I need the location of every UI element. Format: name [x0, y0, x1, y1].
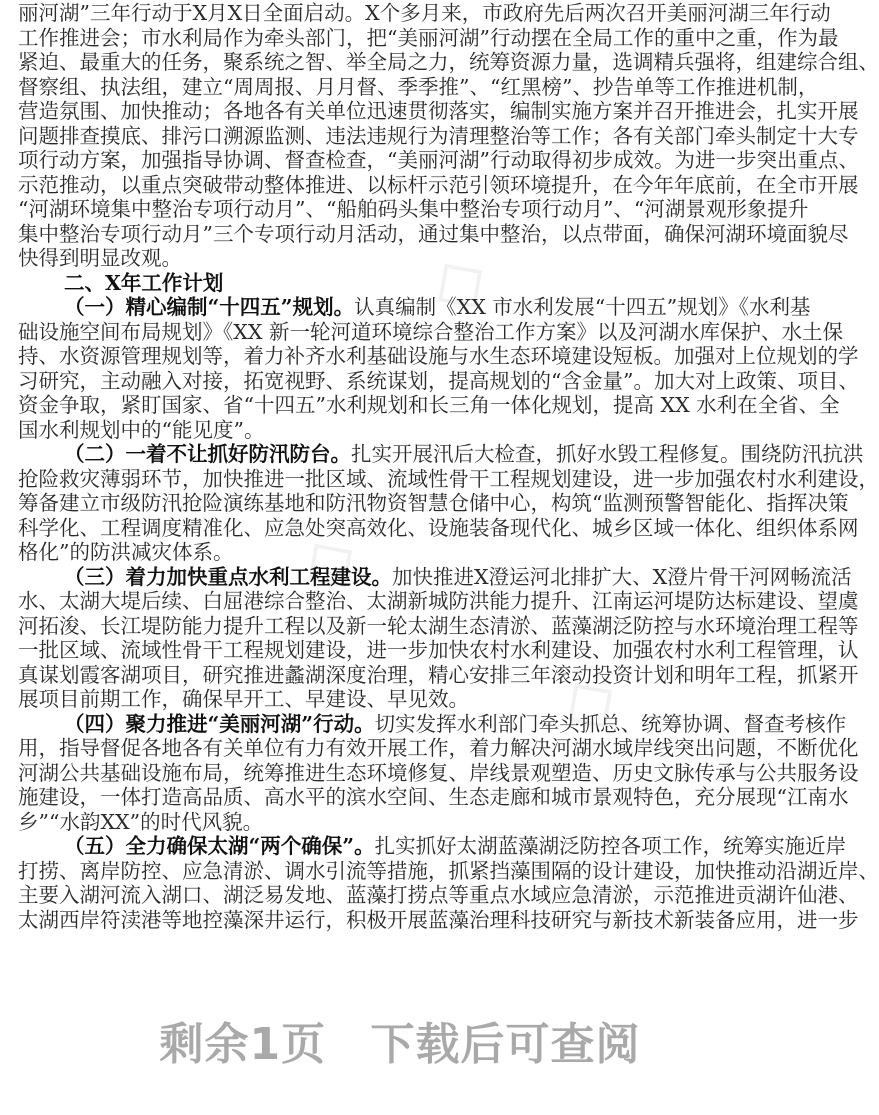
- section-heading: 二、X年工作计划: [64, 270, 224, 295]
- paragraph-line: 筹备建立市级防汛抢险演练基地和防汛物资智慧仓储中心，构筑“监测预警智能化、指挥决策: [18, 491, 849, 515]
- paragraph-line: 格化”的防洪减灾体系。: [18, 540, 234, 564]
- paragraph-line: 水、太湖大堤后续、白屈港综合整治、太湖新城防洪能力提升、江南运河堤防达标建设、望虞: [18, 589, 859, 613]
- watermark: ◇: [541, 651, 633, 751]
- paragraph-line: 项行动方案，加强指导协调、督查检查，“美丽河湖”行动取得初步成效。为进一步突出重点、: [18, 148, 859, 172]
- paragraph-line: 持、水资源管理规划等，着力补齐水利基础设施与水生态环境建设短板。加强对上位规划的学: [18, 344, 859, 368]
- paragraph-line: 工作推进会；市水利局作为牵头部门，把“美丽河湖”行动摆在全局工作的重中之重，作为最: [18, 25, 839, 50]
- download-to-view-text[interactable]: 下载后可查阅: [370, 1019, 641, 1070]
- paragraph-line: 太湖西岸符渎港等地控藻深井运行，积极开展蓝藻治理科技研究与新技术新装备应用，进一步: [18, 907, 859, 932]
- paragraph-line: 真谋划霞客湖项目，研究推进蠡湖深度治理，精心安排三年滚动投资计划和明年工程，抓紧开: [18, 662, 859, 687]
- section-first-line: [18, 295, 811, 320]
- paragraph-line: 抢险救灾薄弱环节，加快推进一批区域、流域性骨干工程规划建设，进一步加强农村水利建设，: [18, 466, 879, 491]
- paragraph-line: 础设施空间布局规划》《XX 新一轮河道环境综合整治工作方案》以及河湖水库保护、水土保: [18, 319, 843, 344]
- paragraph-line: 集中整治专项行动月”三个专项行动月活动，通过集中整治，以点带面，确保河湖环境面貌尽: [18, 221, 849, 246]
- section-first-line: [18, 834, 847, 859]
- paragraph-line: 河湖公共基础设施布局，统筹推进生态环境修复、岸线景观塑造、历史文脉传承与公共服务设: [18, 760, 859, 785]
- section-title: （五）全力确保太湖“两个确保”。: [64, 834, 375, 858]
- paragraph-line: 示范推动，以重点突破带动整体推进、以标杆示范引领环境提升，在今年年底前，在全市开展: [18, 172, 859, 197]
- paragraph-line: 习研究，主动融入对接，拓宽视野、系统谋划，提高规划的“含金量”。加大对上政策、项目、: [18, 368, 859, 393]
- paragraph-line: 紧迫、最重大的任务，聚系统之智、举全局之力，统筹资源力量，选调精兵强将，组建综合组、: [18, 50, 879, 74]
- section-first-line: [18, 442, 864, 467]
- paragraph-line: 河拓浚、长江堤防能力提升工程以及新一轮太湖生态清淤、蓝藻湖泛防控与水环境治理工程等: [18, 613, 859, 638]
- paragraph-line: 用，指导督促各地各有关单位有力有效开展工作，着力解决河湖水域岸线突出问题，不断优化: [18, 736, 859, 760]
- section-first-line: [18, 711, 847, 737]
- section-title: （四）聚力推进“美丽河湖”行动。: [64, 711, 375, 736]
- paragraph-line: 打捞、离岸防控、应急清淤、调水引流等措施，抓紧挡藻围隔的设计建设，加快推动沿湖近岸、: [18, 858, 879, 883]
- document-body: [18, 1, 879, 932]
- paragraph-line: 督察组、执法组，建立“周周报、月月督、季季推”、“红黑榜”、抄告单等工作推进机制，: [18, 74, 819, 99]
- download-banner[interactable]: [0, 1008, 800, 1072]
- paragraph-line: 快得到明显改观。: [18, 246, 182, 270]
- paragraph-line: 一批区域、流域性骨干工程规划建设，进一步加快农村水利建设、加强农村水利工程管理，认: [18, 638, 859, 662]
- watermark: ◇: [281, 511, 373, 611]
- paragraph-line: 展项目前期工作，确保早开工、早建设、早见效。: [18, 687, 469, 711]
- paragraph-line: 营造氛围、加快推动；各地各有关单位迅速贯彻落实，编制实施方案并召开推进会，扎实开展: [18, 99, 859, 123]
- watermark: ◇: [411, 231, 503, 331]
- paragraph-line: “河湖环境集中整治专项行动月”、“船舶码头集中整治专项行动月”、“河湖景观形象提升: [18, 197, 809, 221]
- paragraph-line: 施建设，一体打造高品质、高水平的滨水空间、生态走廊和城市景观特色，充分展现“江南水: [18, 785, 849, 809]
- paragraph-line: 问题排查摸底、排污口溯源监测、违法违规行为清理整治等工作；各有关部门牵头制定十大专: [18, 123, 859, 148]
- section-text: 认真编制《XX 市水利发展“十四五”规划》《水利基: [354, 295, 811, 319]
- paragraph-line: 科学化、工程调度精准化、应急处突高效化、设施装备现代化、城乡区域一体化、组织体系网: [18, 515, 859, 540]
- section-title: （一）精心编制“十四五”规划。: [64, 295, 355, 319]
- paragraph-line: 国水利规划中的“能见度”。: [18, 417, 265, 442]
- section-text: 扎实抓好太湖蓝藻湖泛防控各项工作，统筹实施近岸: [374, 834, 847, 858]
- section-text: 扎实开展汛后大检查，抓好水毁工程修复。围绕防汛抗洪: [351, 442, 864, 466]
- section-title: （三）着力加快重点水利工程建设。: [64, 564, 392, 589]
- section-text: 切实发挥水利部门牵头抓总、统筹协调、督查考核作: [374, 711, 847, 736]
- paragraph-line: 乡”“水韵XX”的时代风貌。: [18, 809, 264, 834]
- paragraph-line: 主要入湖河流入湖口、湖泛易发地、蓝藻打捞点等重点水域应急清淤，示范推进贡湖许仙港、: [18, 883, 859, 907]
- remaining-pages-text: 剩余1页: [159, 1019, 327, 1070]
- section-text: 加快推进X澄运河北排扩大、X澄片骨干河网畅流活: [392, 564, 852, 589]
- section-title: （二）一着不让抓好防汛防台。: [64, 442, 351, 466]
- section-first-line: [18, 564, 852, 590]
- paragraph-line: 丽河湖”三年行动于X月X日全面启动。X个多月来，市政府先后两次召开美丽河湖三年行动: [18, 1, 831, 25]
- paragraph-line: 资金争取，紧盯国家、省“十四五”水利规划和长三角一体化规划，提高 XX 水利在全省、全: [18, 393, 840, 417]
